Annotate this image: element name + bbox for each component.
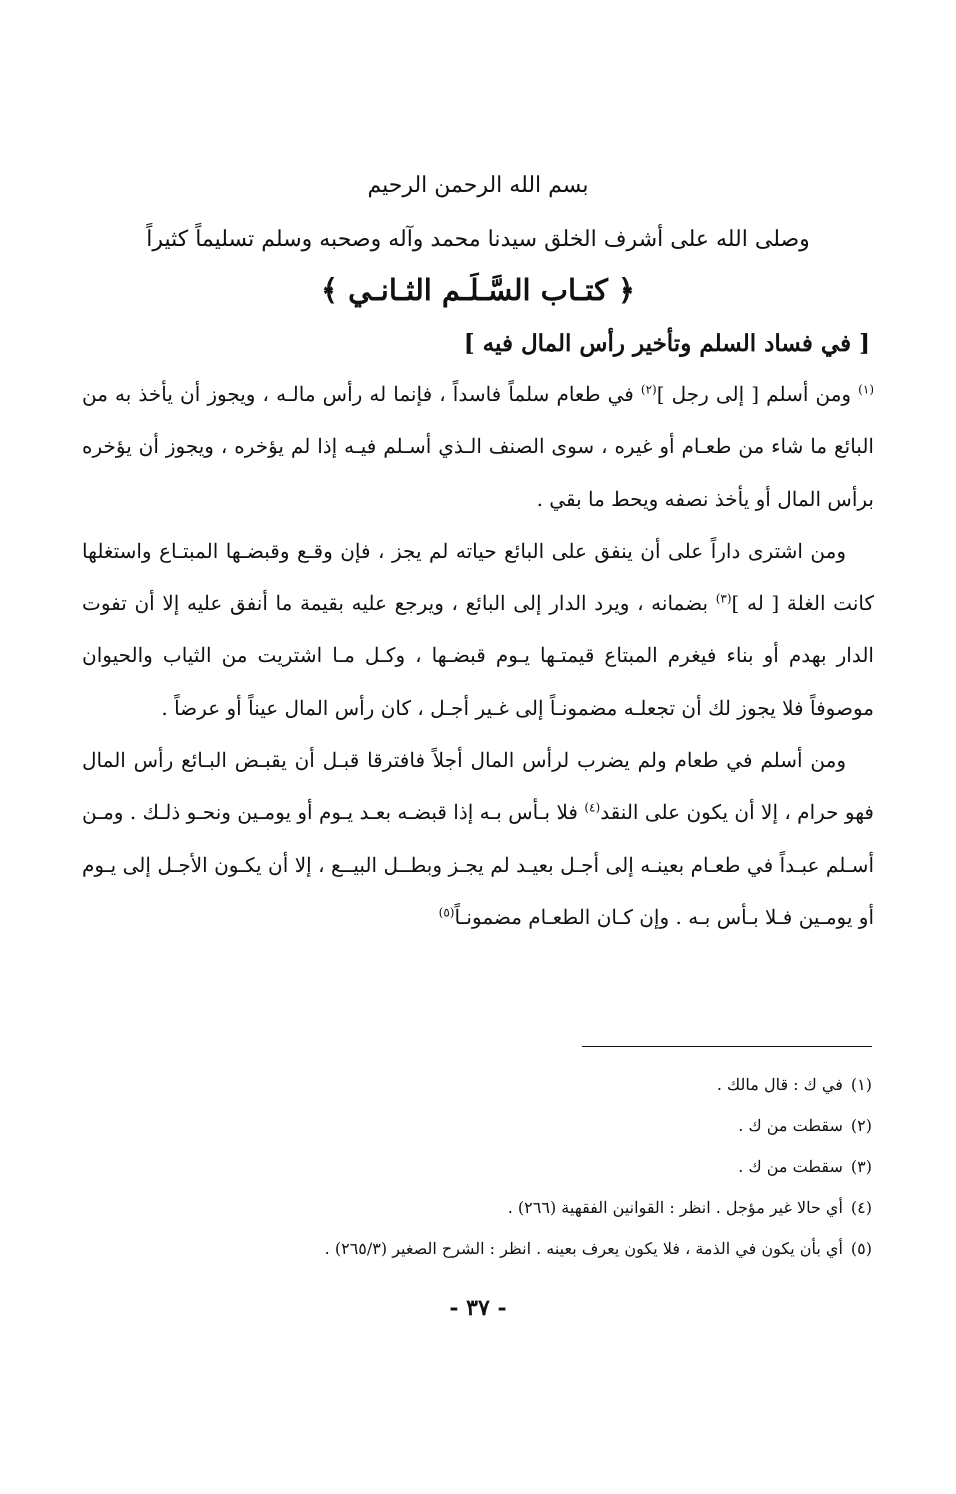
- footnote-mark: (٥): [438, 905, 455, 920]
- footnote-2: [80, 1105, 872, 1146]
- paragraph-1: [82, 368, 874, 525]
- footnote-3: [80, 1146, 872, 1187]
- footnote-number: (٣): [850, 1157, 872, 1176]
- paragraph-text: ومن أسلم [ إلى رجل ]: [656, 382, 859, 406]
- paragraph-text: فلا بـأس بـه إذا قبضـه بعـد يـوم أو يومـين ونحـو ذلـك . ومـن أسـلم عبـداً في طعـام بعينـه إلى أجـل بعيـد لم يجـز وبطــل البيــع ، إلا أن يكـون الأجـل إلى يـوم أو يومـين فـلا بـأس بـه . وإن كـان الطعـام مضمونـاً: [82, 800, 874, 929]
- footnote-mark: (٣): [715, 591, 732, 606]
- main-text: [82, 368, 874, 943]
- paragraph-text: ومن أسلم في طعام ولم يضرب لرأس المال أجلاً فافترقا قبـل أن يقبـض البـائع رأس المال فهو حرام ، إلا أن يكون على النقد: [82, 748, 874, 825]
- page-number: - ٣٧ -: [449, 1295, 507, 1321]
- book-title: ﴿ كتـاب السَّـلَـم الثـانـي ﴾: [321, 273, 635, 307]
- footnotes: [80, 1064, 872, 1269]
- footnote-text: أي حالا غير مؤجل . انظر : القوانين الفقهية (٢٦٦) .: [507, 1198, 843, 1217]
- footnote-number: (٢): [850, 1116, 872, 1135]
- footnote-mark: (٢): [640, 382, 657, 397]
- footnote-number: (١): [850, 1075, 872, 1094]
- footnote-text: أي بأن يكون في الذمة ، فلا يكون يعرف بعينه . انظر : الشرح الصغير (٢٦٥/٣) .: [324, 1239, 843, 1258]
- basmala: بسم الله الرحمن الرحيم: [367, 173, 589, 198]
- section-heading: [ في فساد السلم وتأخير رأس المال فيه ]: [463, 330, 870, 357]
- footnote-text: سقطت من ك .: [738, 1116, 843, 1135]
- paragraph-text: في طعام سلماً فاسداً ، فإنما له رأس مالـه ، ويجوز أن يأخذ به من البائع ما شاء من طعـام أو غيره ، سوى الصنف الـذي أسـلم فيـه إذا لم يؤخره ، ويجوز أن يؤخره برأس المال أو يأخذ نصفه ويحط ما بقي .: [82, 382, 874, 511]
- footnote-text: سقطت من ك .: [738, 1157, 843, 1176]
- paragraph-2: [82, 525, 874, 734]
- footnote-5: [80, 1228, 872, 1269]
- footnote-divider: [582, 1046, 872, 1047]
- footnote-mark: (١): [858, 382, 874, 397]
- footnote-1: [80, 1064, 872, 1105]
- paragraph-3: [82, 734, 874, 943]
- footnote-text: في ك : قال مالك .: [716, 1075, 843, 1094]
- footnote-4: [80, 1187, 872, 1228]
- footnote-number: (٥): [850, 1239, 872, 1258]
- footnote-mark: (٤): [584, 800, 601, 815]
- paragraph-text: بضمانه ، ويرد الدار إلى البائع ، ويرجع عليه بقيمة ما أنفق عليه إلا أن تفوت الدار بهدم أو بناء فيغرم المبتاع قيمتـها يـوم قبضـها ، وكـل مـا اشتريت من الثياب والحيوان موصوفاً فلا يجوز لك أن تجعلـه مضمونـاً إلى غـير أجـل ، كان رأس المال عيناً أو عرضاً .: [82, 591, 874, 720]
- paragraph-text: ومن اشترى داراً على أن ينفق على البائع حياته لم يجز ، فإن وقـع وقبضـها المبتـاع واستغلها كانت الغلة [ له ]: [82, 538, 874, 616]
- footnote-number: (٤): [850, 1198, 872, 1217]
- salutation-line: وصلى الله على أشرف الخلق سيدنا محمد وآله وصحبه وسلم تسليماً كثيراً: [146, 227, 810, 252]
